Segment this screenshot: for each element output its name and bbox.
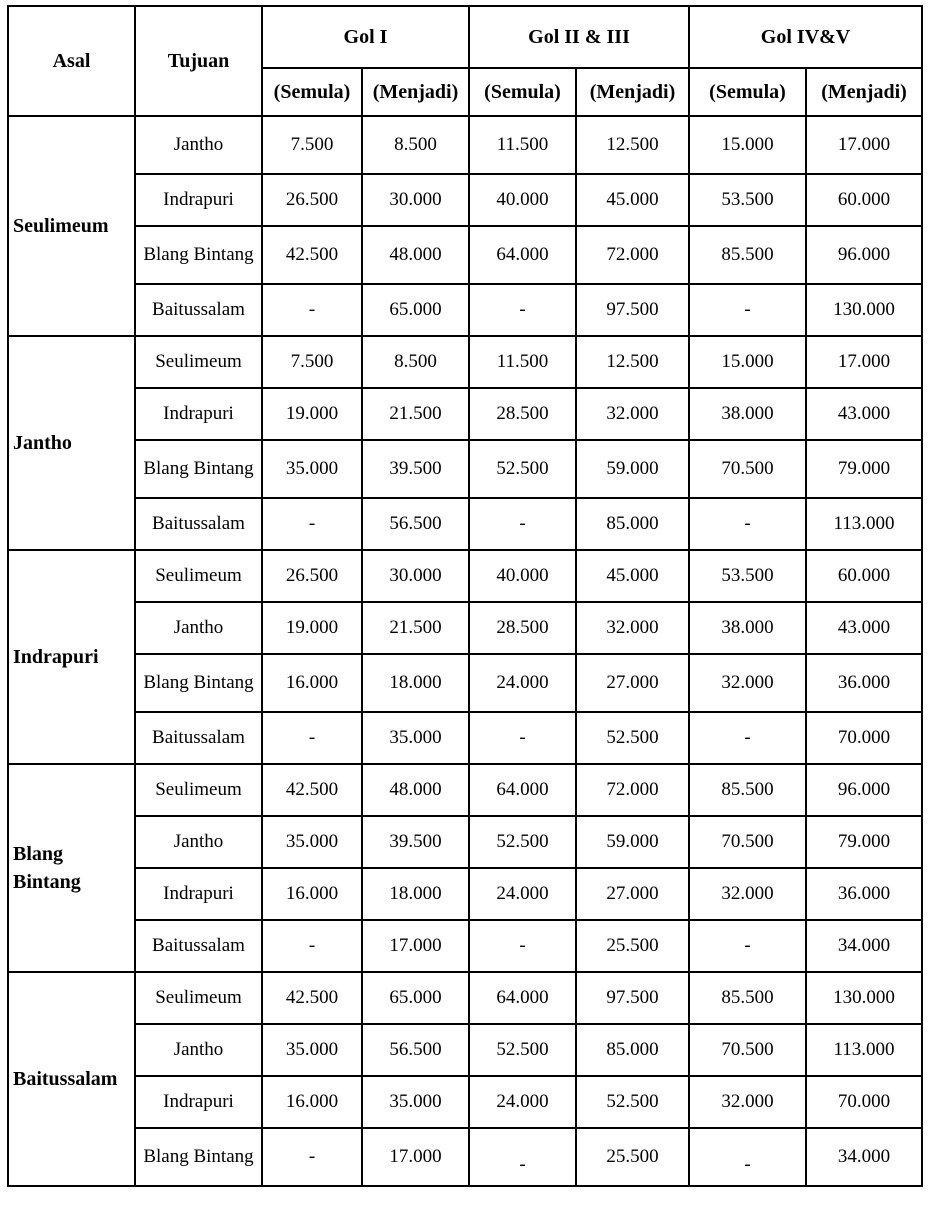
- fare-cell: 35.000: [262, 440, 362, 498]
- fare-cell: 27.000: [576, 868, 689, 920]
- fare-cell: 85.000: [576, 1024, 689, 1076]
- fare-cell: -: [262, 712, 362, 764]
- destination-cell: Seulimeum: [135, 336, 262, 388]
- fare-cell: 15.000: [689, 336, 806, 388]
- header-semula: (Semula): [469, 68, 576, 116]
- fare-cell: 70.500: [689, 440, 806, 498]
- fare-cell: 24.000: [469, 654, 576, 712]
- table-header: [8, 6, 922, 116]
- table-row: [8, 712, 922, 764]
- destination-cell: Blang Bintang: [135, 1128, 262, 1186]
- fare-cell: 27.000: [576, 654, 689, 712]
- fare-cell: 43.000: [806, 602, 922, 654]
- destination-cell: Jantho: [135, 116, 262, 174]
- fare-cell: 36.000: [806, 868, 922, 920]
- destination-cell: Jantho: [135, 602, 262, 654]
- fare-cell: -: [469, 284, 576, 336]
- table-row: [8, 972, 922, 1024]
- table-row: [8, 336, 922, 388]
- table-row: [8, 1128, 922, 1186]
- fare-cell: 40.000: [469, 550, 576, 602]
- fare-cell: 97.500: [576, 284, 689, 336]
- fare-cell: 52.500: [469, 1024, 576, 1076]
- fare-cell: 25.500: [576, 1128, 689, 1186]
- fare-cell: 35.000: [262, 816, 362, 868]
- fare-cell: 32.000: [576, 602, 689, 654]
- fare-cell: 11.500: [469, 336, 576, 388]
- fare-cell: 53.500: [689, 550, 806, 602]
- fare-cell: 39.500: [362, 816, 469, 868]
- table-row: [8, 226, 922, 284]
- fare-cell: 17.000: [806, 116, 922, 174]
- destination-cell: Blang Bintang: [135, 654, 262, 712]
- table-row: [8, 498, 922, 550]
- origin-cell: Jantho: [8, 336, 135, 550]
- fare-cell: -: [689, 284, 806, 336]
- header-menjadi: (Menjadi): [362, 68, 469, 116]
- fare-cell: 8.500: [362, 336, 469, 388]
- header-semula: (Semula): [262, 68, 362, 116]
- fare-table: [7, 5, 923, 1187]
- fare-cell: 17.000: [806, 336, 922, 388]
- header-gol-1: Gol I: [262, 6, 469, 68]
- destination-cell: Seulimeum: [135, 550, 262, 602]
- fare-cell: 7.500: [262, 116, 362, 174]
- fare-cell: 85.500: [689, 226, 806, 284]
- fare-cell: 21.500: [362, 602, 469, 654]
- fare-cell: 12.500: [576, 116, 689, 174]
- fare-cell: -: [262, 284, 362, 336]
- destination-cell: Baitussalam: [135, 712, 262, 764]
- fare-cell: 72.000: [576, 764, 689, 816]
- fare-cell: 8.500: [362, 116, 469, 174]
- fare-cell: 59.000: [576, 440, 689, 498]
- table-row: [8, 284, 922, 336]
- fare-cell: -: [689, 920, 806, 972]
- origin-cell: Baitussalam: [8, 972, 135, 1186]
- fare-cell: 97.500: [576, 972, 689, 1024]
- destination-cell: Jantho: [135, 816, 262, 868]
- fare-cell: 70.000: [806, 1076, 922, 1128]
- table-row: [8, 550, 922, 602]
- fare-cell: 19.000: [262, 602, 362, 654]
- fare-cell: 59.000: [576, 816, 689, 868]
- fare-cell: 42.500: [262, 764, 362, 816]
- fare-cell: 43.000: [806, 388, 922, 440]
- table-row: [8, 764, 922, 816]
- header-menjadi: (Menjadi): [806, 68, 922, 116]
- fare-cell: 42.500: [262, 226, 362, 284]
- fare-cell: 24.000: [469, 868, 576, 920]
- destination-cell: Seulimeum: [135, 972, 262, 1024]
- fare-cell: 40.000: [469, 174, 576, 226]
- fare-cell: 24.000: [469, 1076, 576, 1128]
- fare-cell: 52.500: [576, 1076, 689, 1128]
- header-asal: Asal: [8, 6, 135, 116]
- fare-cell: 53.500: [689, 174, 806, 226]
- fare-cell: 34.000: [806, 920, 922, 972]
- fare-cell: 26.500: [262, 174, 362, 226]
- header-menjadi: (Menjadi): [576, 68, 689, 116]
- fare-cell: 16.000: [262, 868, 362, 920]
- origin-cell: Seulimeum: [8, 116, 135, 336]
- fare-cell: 52.500: [576, 712, 689, 764]
- table-row: [8, 116, 922, 174]
- origin-cell: Blang Bintang: [8, 764, 135, 972]
- destination-cell: Baitussalam: [135, 920, 262, 972]
- fare-cell: 25.500: [576, 920, 689, 972]
- table-row: [8, 1076, 922, 1128]
- fare-cell: 19.000: [262, 388, 362, 440]
- fare-cell: 45.000: [576, 550, 689, 602]
- table-row: [8, 920, 922, 972]
- table-row: [8, 868, 922, 920]
- fare-cell: 30.000: [362, 174, 469, 226]
- fare-cell: 130.000: [806, 284, 922, 336]
- destination-cell: Indrapuri: [135, 868, 262, 920]
- fare-cell: 18.000: [362, 654, 469, 712]
- fare-cell: 70.000: [806, 712, 922, 764]
- fare-cell: 30.000: [362, 550, 469, 602]
- fare-cell: 35.000: [362, 1076, 469, 1128]
- fare-cell: 12.500: [576, 336, 689, 388]
- fare-cell: 130.000: [806, 972, 922, 1024]
- fare-cell: -: [689, 712, 806, 764]
- header-gol-2-3: Gol II & III: [469, 6, 689, 68]
- fare-cell: 64.000: [469, 226, 576, 284]
- fare-cell: 48.000: [362, 226, 469, 284]
- fare-cell: -: [469, 1128, 576, 1186]
- fare-cell: 65.000: [362, 284, 469, 336]
- fare-cell: 70.500: [689, 816, 806, 868]
- fare-cell: 113.000: [806, 1024, 922, 1076]
- table-row: [8, 654, 922, 712]
- fare-cell: 85.500: [689, 972, 806, 1024]
- fare-cell: 70.500: [689, 1024, 806, 1076]
- fare-cell: 15.000: [689, 116, 806, 174]
- fare-cell: 48.000: [362, 764, 469, 816]
- fare-cell: 64.000: [469, 972, 576, 1024]
- fare-cell: 38.000: [689, 602, 806, 654]
- header-semula: (Semula): [689, 68, 806, 116]
- fare-cell: 35.000: [362, 712, 469, 764]
- fare-cell: 56.500: [362, 498, 469, 550]
- fare-cell: 16.000: [262, 1076, 362, 1128]
- fare-cell: 17.000: [362, 920, 469, 972]
- fare-cell: 36.000: [806, 654, 922, 712]
- fare-cell: 52.500: [469, 816, 576, 868]
- destination-cell: Indrapuri: [135, 1076, 262, 1128]
- fare-cell: 28.500: [469, 388, 576, 440]
- fare-cell: 79.000: [806, 816, 922, 868]
- fare-cell: 64.000: [469, 764, 576, 816]
- fare-cell: 60.000: [806, 174, 922, 226]
- fare-cell: 7.500: [262, 336, 362, 388]
- fare-cell: 34.000: [806, 1128, 922, 1186]
- fare-cell: -: [469, 712, 576, 764]
- fare-cell: 38.000: [689, 388, 806, 440]
- destination-cell: Indrapuri: [135, 388, 262, 440]
- destination-cell: Blang Bintang: [135, 440, 262, 498]
- fare-cell: 113.000: [806, 498, 922, 550]
- fare-cell: 72.000: [576, 226, 689, 284]
- table-row: [8, 1024, 922, 1076]
- table-row: [8, 816, 922, 868]
- fare-cell: -: [689, 1128, 806, 1186]
- table-row: [8, 174, 922, 226]
- fare-cell: -: [262, 498, 362, 550]
- table-row: [8, 388, 922, 440]
- fare-cell: -: [262, 1128, 362, 1186]
- fare-cell: 32.000: [689, 654, 806, 712]
- fare-cell: 21.500: [362, 388, 469, 440]
- destination-cell: Jantho: [135, 1024, 262, 1076]
- fare-cell: 39.500: [362, 440, 469, 498]
- header-gol-4-5: Gol IV&V: [689, 6, 922, 68]
- fare-cell: 17.000: [362, 1128, 469, 1186]
- destination-cell: Baitussalam: [135, 498, 262, 550]
- fare-cell: 26.500: [262, 550, 362, 602]
- origin-cell: Indrapuri: [8, 550, 135, 764]
- fare-cell: 32.000: [689, 1076, 806, 1128]
- fare-cell: 60.000: [806, 550, 922, 602]
- fare-cell: -: [469, 498, 576, 550]
- table-body: [8, 116, 922, 1186]
- fare-cell: 28.500: [469, 602, 576, 654]
- destination-cell: Blang Bintang: [135, 226, 262, 284]
- fare-cell: 85.500: [689, 764, 806, 816]
- destination-cell: Seulimeum: [135, 764, 262, 816]
- header-tujuan: Tujuan: [135, 6, 262, 116]
- table-row: [8, 440, 922, 498]
- fare-cell: -: [689, 498, 806, 550]
- fare-cell: 96.000: [806, 226, 922, 284]
- fare-cell: 65.000: [362, 972, 469, 1024]
- fare-cell: 16.000: [262, 654, 362, 712]
- destination-cell: Indrapuri: [135, 174, 262, 226]
- fare-cell: -: [262, 920, 362, 972]
- fare-cell: 35.000: [262, 1024, 362, 1076]
- fare-cell: -: [469, 920, 576, 972]
- table-row: [8, 602, 922, 654]
- fare-cell: 42.500: [262, 972, 362, 1024]
- fare-cell: 96.000: [806, 764, 922, 816]
- fare-cell: 85.000: [576, 498, 689, 550]
- fare-cell: 79.000: [806, 440, 922, 498]
- fare-cell: 18.000: [362, 868, 469, 920]
- fare-cell: 56.500: [362, 1024, 469, 1076]
- fare-cell: 52.500: [469, 440, 576, 498]
- destination-cell: Baitussalam: [135, 284, 262, 336]
- fare-cell: 11.500: [469, 116, 576, 174]
- fare-cell: 45.000: [576, 174, 689, 226]
- fare-cell: 32.000: [689, 868, 806, 920]
- fare-cell: 32.000: [576, 388, 689, 440]
